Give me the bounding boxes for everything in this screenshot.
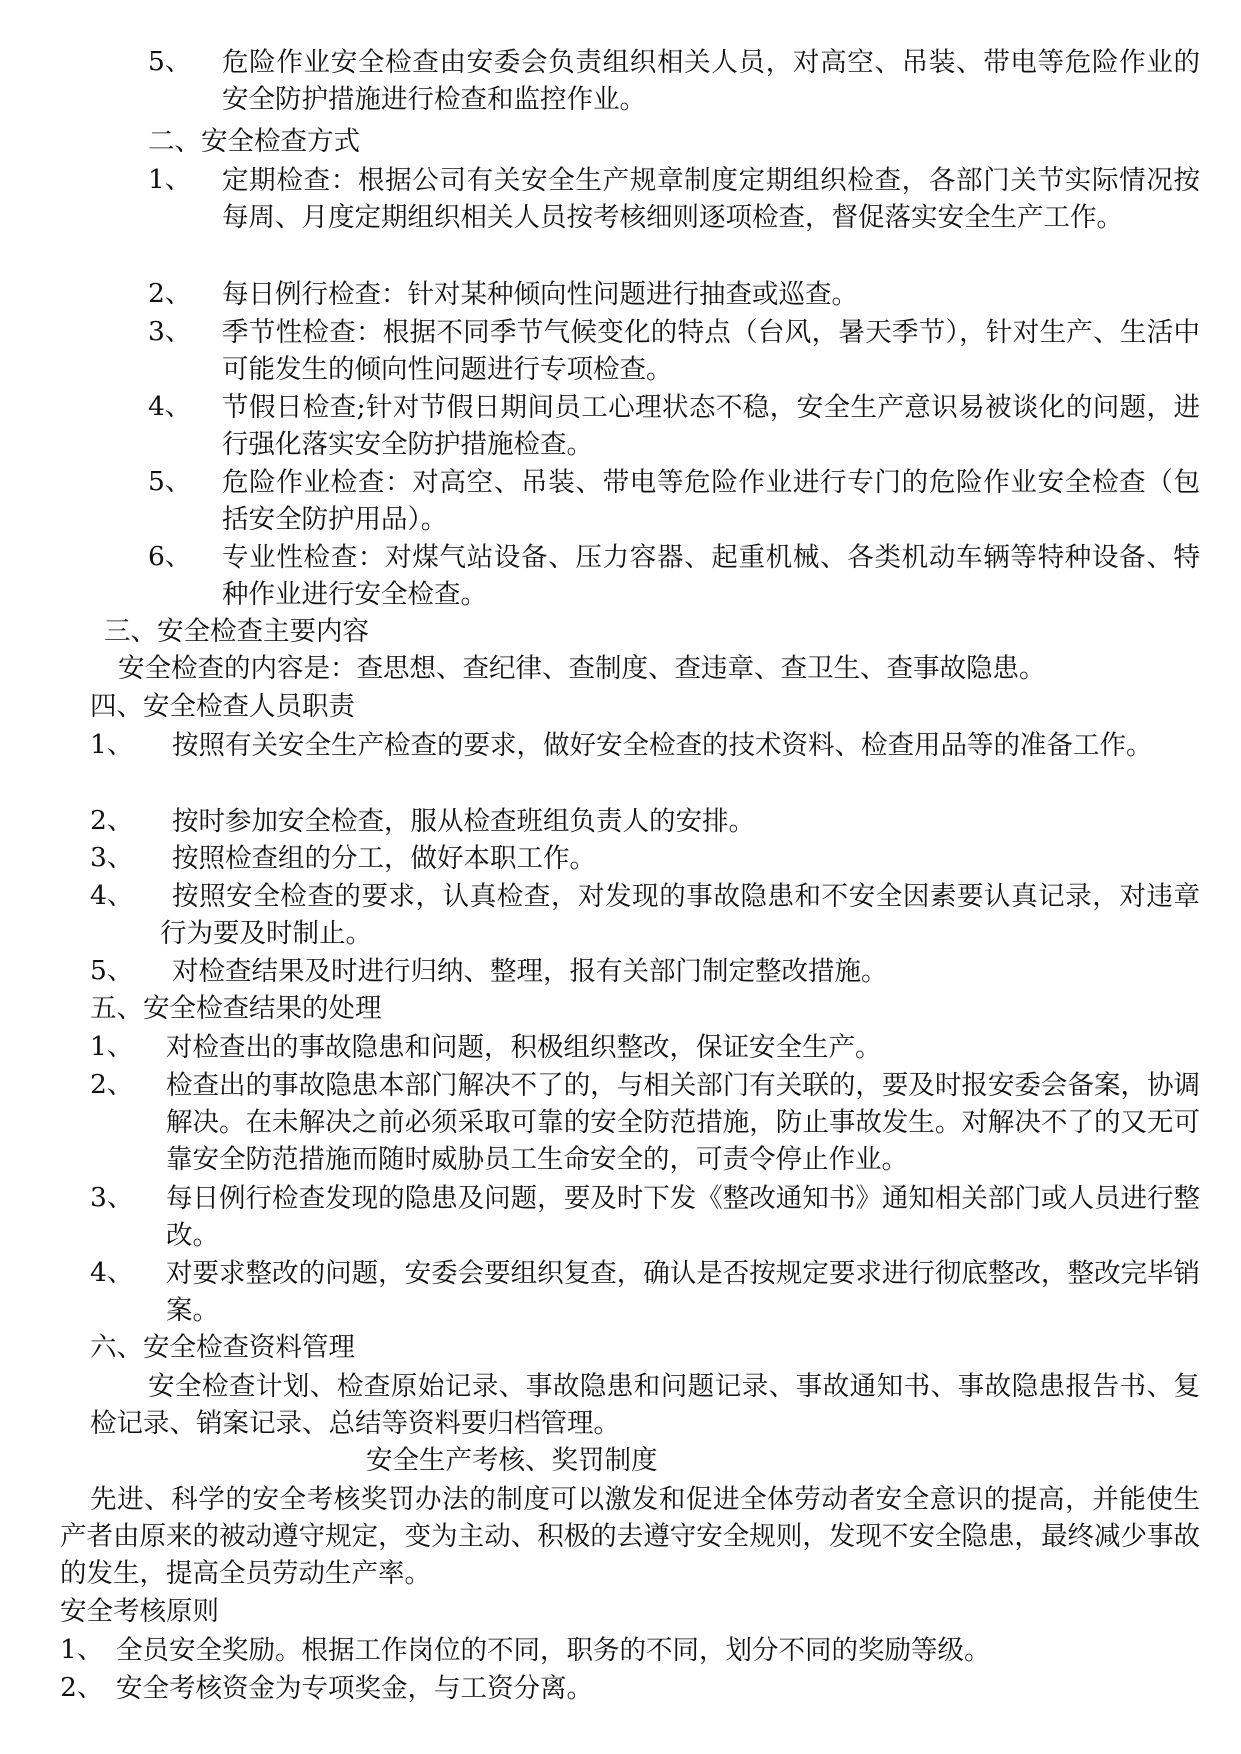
section-heading: 三、安全检查主要内容 — [104, 616, 369, 647]
item-number: 4、 — [90, 880, 134, 911]
item-text: 节假日检查;针对节假日期间员工心理状态不稳，安全生产意识易被谈化的问题，进行强化落实安全防护措施检查。 — [222, 392, 1200, 460]
item-number: 5、 — [148, 466, 192, 497]
item-text: 每日例行检查发现的隐患及问题，要及时下发《整改通知书》通知相关部门或人员进行整改。 — [166, 1183, 1200, 1251]
item-text: 检查出的事故隐患本部门解决不了的，与相关部门有关联的，要及时报安委会备案，协调解决。在未解决之前必须采取可靠的安全防范措施，防止事故发生。对解决不了的又无可靠安全防范措施而随时威胁员工生命安全的，可责令停止作业。 — [166, 1070, 1200, 1175]
item-number: 3、 — [90, 842, 134, 873]
section-heading: 六、安全检查资料管理 — [90, 1332, 355, 1363]
item-text: 按照检查组的分工，做好本职工作。 — [172, 843, 596, 874]
item-text: 定期检查：根据公司有关安全生产规章制度定期组织检查，各部门关节实际情况按每周、月度定期组织相关人员按考核细则逐项检查，督促落实安全生产工作。 — [222, 165, 1200, 233]
section-heading: 四、安全检查人员职责 — [90, 691, 355, 722]
item-number: 2、 — [90, 1069, 134, 1100]
item-number: 2、 — [148, 278, 192, 309]
item-text: 危险作业检查：对高空、吊装、带电等危险作业进行专门的危险作业安全检查（包括安全防护用品）。 — [222, 467, 1200, 535]
item-text: 按照安全检查的要求，认真检查，对发现的事故隐患和不安全因素要认真记录，对违章行为要及时制止。 — [160, 881, 1200, 949]
item-number: 5、 — [148, 46, 192, 77]
section-body: 安全检查计划、检查原始记录、事故隐患和问题记录、事故通知书、事故隐患报告书、复检记录、销案记录、总结等资料要归档管理。 — [90, 1371, 1200, 1439]
item-text: 每日例行检查：针对某种倾向性问题进行抽查或巡查。 — [222, 279, 858, 310]
list-item — [0, 44, 1241, 118]
item-number: 2、 — [90, 805, 134, 836]
section-heading: 安全考核原则 — [60, 1596, 219, 1627]
item-number: 1、 — [60, 1634, 104, 1665]
item-text: 全员安全奖励。根据工作岗位的不同，职务的不同，划分不同的奖励等级。 — [116, 1635, 991, 1666]
item-number: 5、 — [90, 955, 134, 986]
section-heading: 五、安全检查结果的处理 — [90, 993, 382, 1024]
document-title: 安全生产考核、奖罚制度 — [366, 1445, 658, 1476]
item-text: 对检查出的事故隐患和问题，积极组织整改，保证安全生产。 — [166, 1032, 882, 1063]
item-text: 对要求整改的问题，安委会要组织复查，确认是否按规定要求进行彻底整改，整改完毕销案。 — [166, 1258, 1200, 1326]
item-text: 安全考核资金为专项奖金，与工资分离。 — [116, 1673, 593, 1704]
item-number: 3、 — [90, 1182, 134, 1213]
item-text: 对检查结果及时进行归纳、整理，报有关部门制定整改措施。 — [172, 956, 888, 987]
item-text: 按时参加安全检查，服从检查班组负责人的安排。 — [172, 806, 755, 837]
item-number: 1、 — [90, 1031, 134, 1062]
item-text: 季节性检查：根据不同季节气候变化的特点（台风，暑天季节），针对生产、生活中可能发生的倾向性问题进行专项检查。 — [222, 317, 1200, 385]
section-body: 安全检查的内容是：查思想、查纪律、查制度、查违章、查卫生、查事故隐患。 — [118, 653, 1046, 684]
item-number: 3、 — [148, 316, 192, 347]
item-text: 危险作业安全检查由安委会负责组织相关人员，对高空、吊装、带电等危险作业的安全防护措施进行检查和监控作业。 — [222, 47, 1200, 115]
item-number: 1、 — [90, 729, 134, 760]
item-number: 4、 — [90, 1257, 134, 1288]
item-text: 按照有关安全生产检查的要求，做好安全检查的技术资料、检查用品等的准备工作。 — [172, 730, 1153, 761]
item-number: 4、 — [148, 391, 192, 422]
item-number: 6、 — [148, 541, 192, 572]
intro-paragraph: 先进、科学的安全考核奖罚办法的制度可以激发和促进全体劳动者安全意识的提高，并能使生产者由原来的被动遵守规定，变为主动、积极的去遵守安全规则，发现不安全隐患，最终减少事故的发生，提高全员劳动生产率。 — [60, 1484, 1200, 1589]
item-number: 2、 — [60, 1672, 104, 1703]
section-heading: 二、安全检查方式 — [148, 126, 360, 157]
item-number: 1、 — [148, 164, 192, 195]
item-text: 专业性检查：对煤气站设备、压力容器、起重机械、各类机动车辆等特种设备、特种作业进行安全检查。 — [222, 542, 1200, 610]
